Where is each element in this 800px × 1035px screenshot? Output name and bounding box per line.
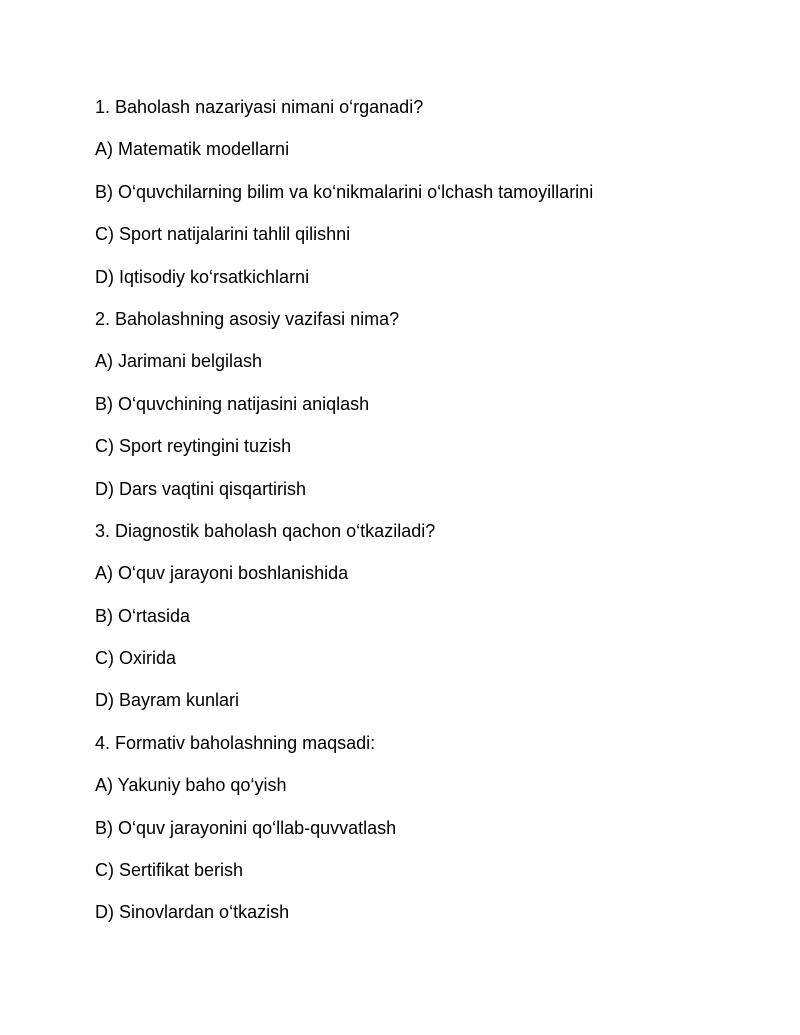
question-4-option-c: C) Sertifikat berish (95, 860, 244, 881)
question-4: 4. Formativ baholashning maqsadi: (95, 732, 376, 753)
question-3-option-a: A) O‘quv jarayoni boshlanishida (95, 563, 349, 584)
question-2-option-a: A) Jarimani belgilash (95, 351, 263, 372)
quiz-content (95, 92, 735, 940)
question-2-option-d: D) Dars vaqtini qisqartirish (95, 478, 307, 499)
question-1-option-d: D) Iqtisodiy ko‘rsatkichlarni (95, 266, 310, 287)
question-4-option-b: B) O‘quv jarayonini qo‘llab-quvvatlash (95, 817, 397, 838)
question-2-option-b: B) O‘quvchining natijasini aniqlash (95, 393, 370, 414)
question-1: 1. Baholash nazariyasi nimani o‘rganadi? (95, 97, 424, 117)
question-3-option-c: C) Oxirida (95, 648, 177, 669)
question-2-option-c: C) Sport reytingini tuzish (95, 436, 292, 457)
question-1-option-c: C) Sport natijalarini tahlil qilishni (95, 224, 351, 245)
question-4-option-d: D) Sinovlardan o‘tkazish (95, 902, 290, 923)
question-3: 3. Diagnostik baholash qachon o‘tkaziladi? (95, 520, 436, 541)
question-4-option-a: A) Yakuniy baho qo‘yish (95, 775, 287, 796)
question-1-option-a: A) Matematik modellarni (95, 139, 290, 160)
question-2: 2. Baholashning asosiy vazifasi nima? (95, 308, 400, 329)
question-3-option-b: B) O‘rtasida (95, 605, 191, 626)
question-1-option-b: B) O‘quvchilarning bilim va ko‘nikmalarini o‘lchash tamoyillarini (95, 181, 594, 202)
question-3-option-d: D) Bayram kunlari (95, 690, 240, 711)
